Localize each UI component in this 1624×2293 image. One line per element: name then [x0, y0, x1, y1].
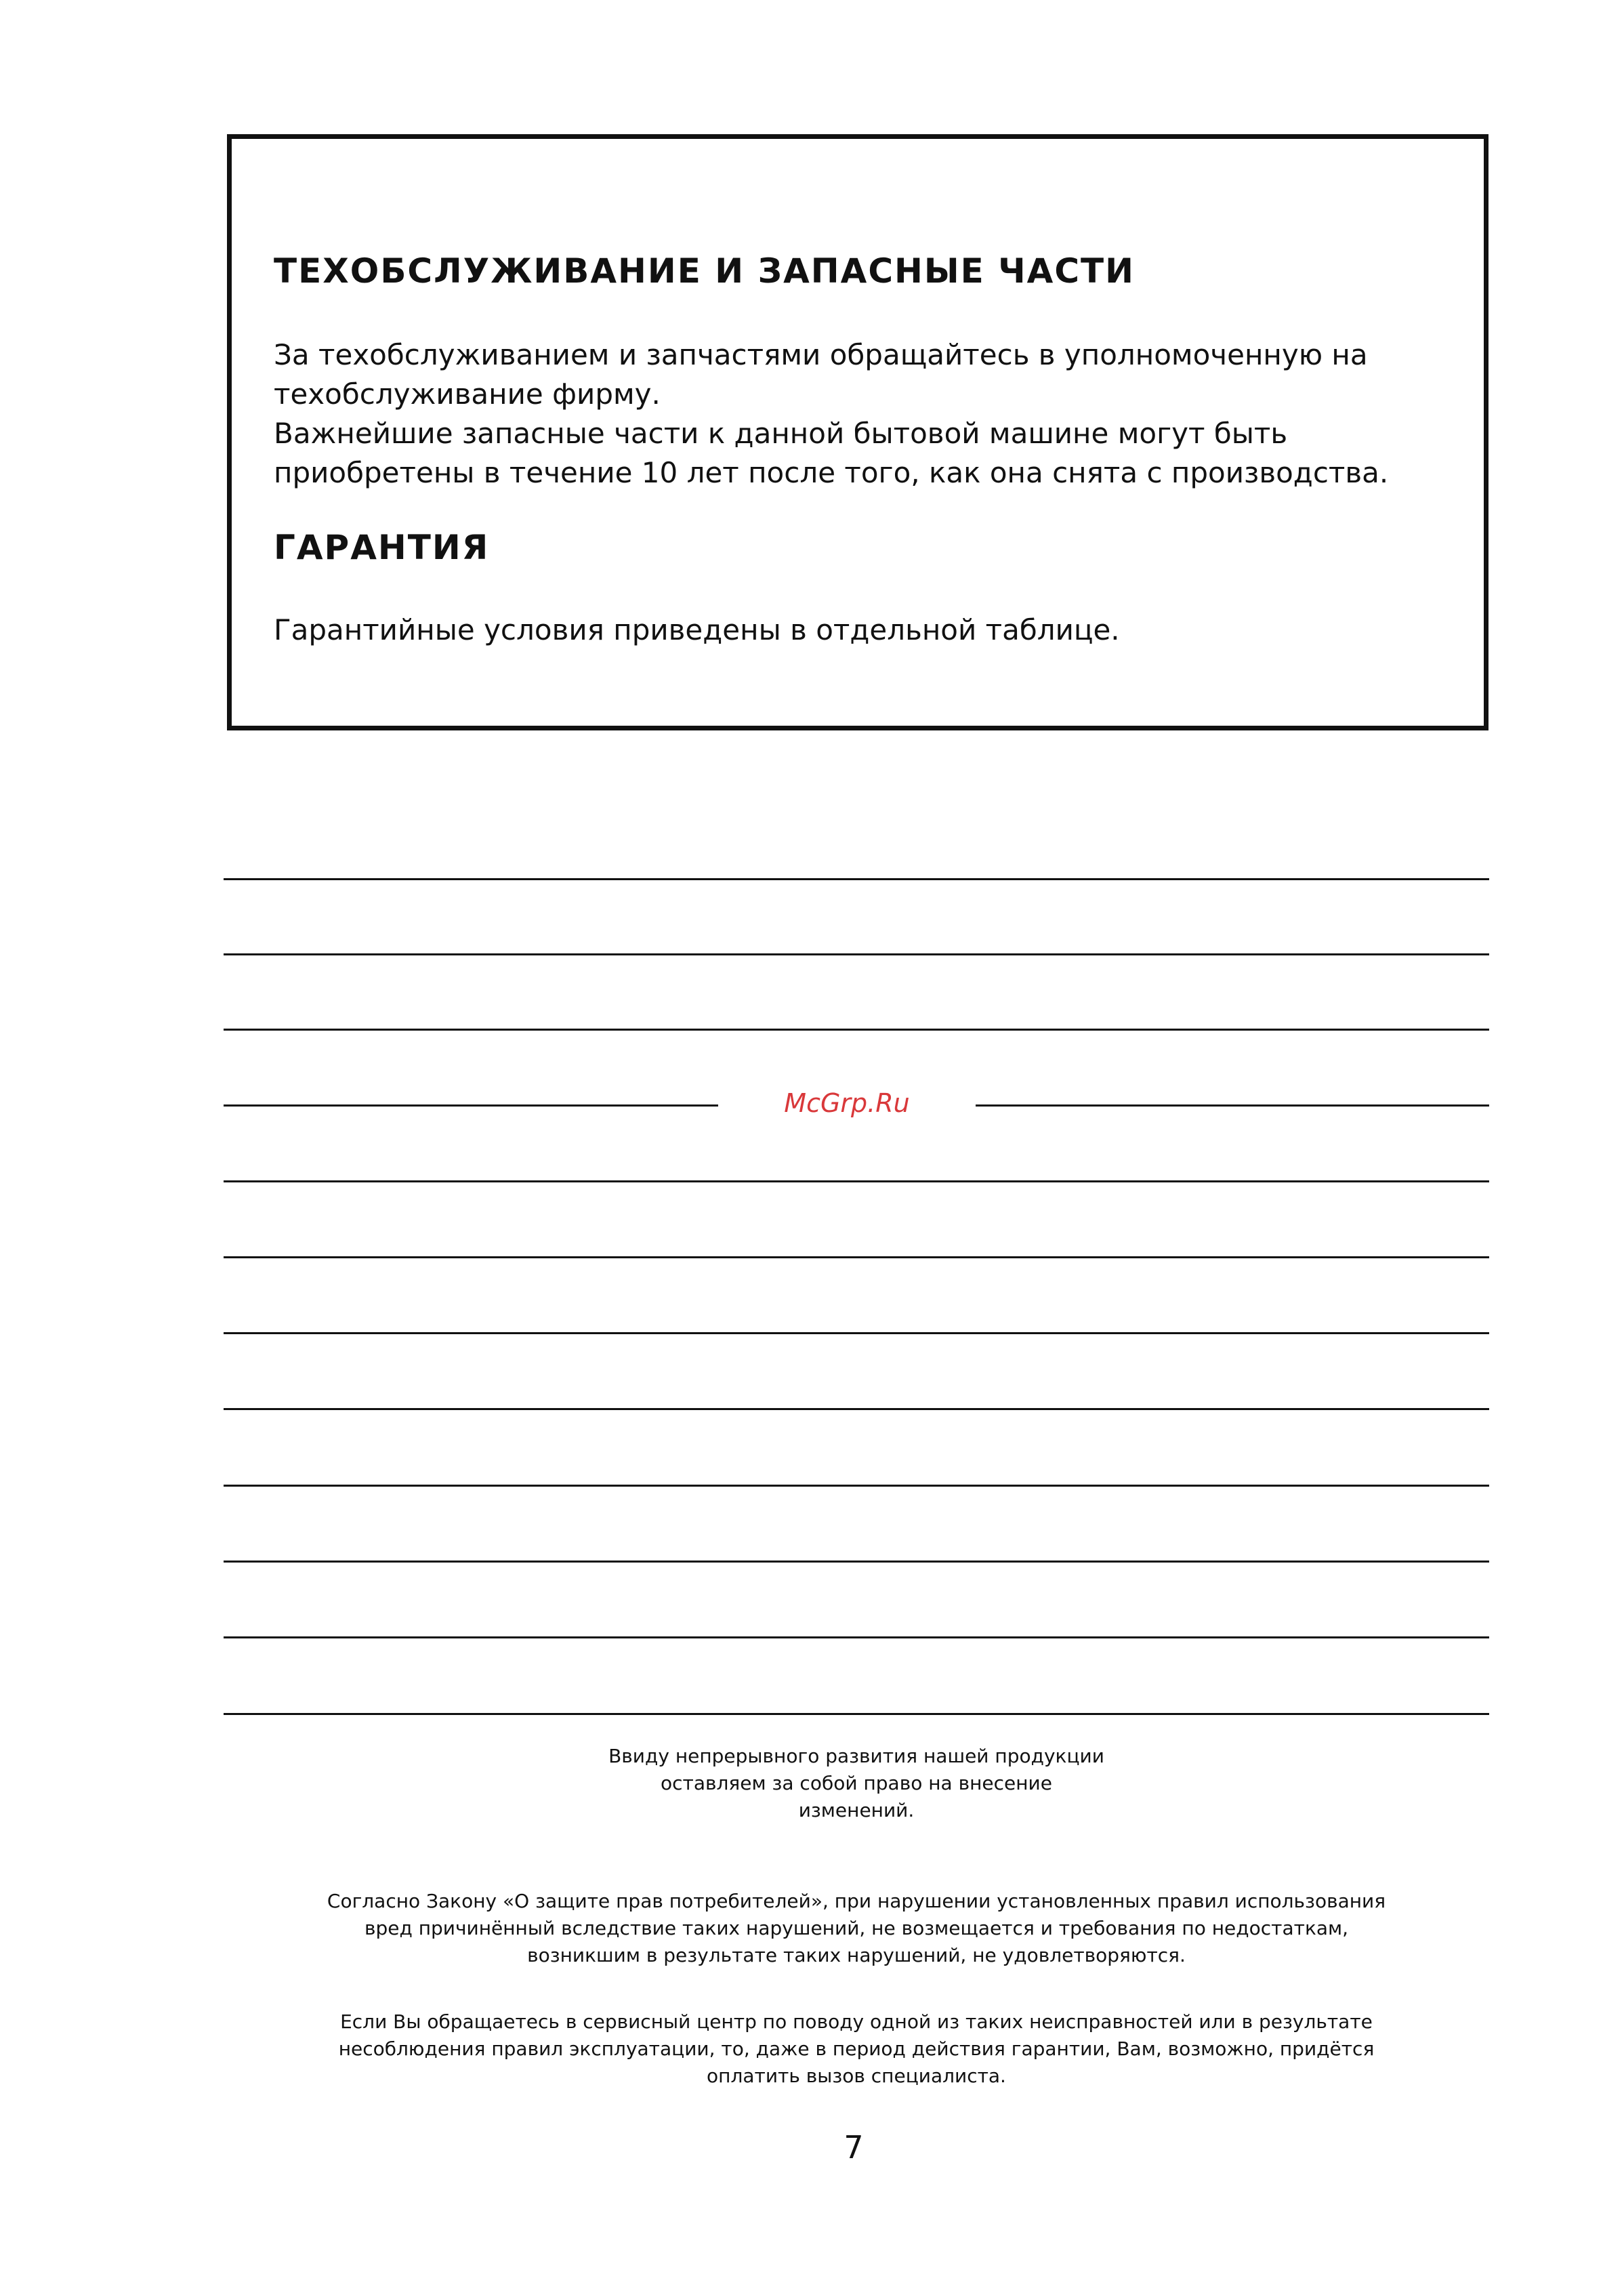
notes-line [224, 1408, 1489, 1410]
notes-line [224, 878, 1489, 880]
development-notice [224, 1743, 1489, 1824]
notes-line [224, 1180, 1489, 1182]
service-warranty-box [227, 134, 1488, 730]
notes-line [224, 953, 1489, 955]
notes-line [224, 1713, 1489, 1715]
service-text-line: приобретены в течение 10 лет после того, как она снята с производства. [274, 456, 1389, 489]
consumer-law-notice-line: Согласно Закону «О защите прав потребителей», при нарушении установленных правил использования [327, 1890, 1386, 1912]
development-notice-line: оставляем за собой право на внесение [661, 1772, 1052, 1794]
service-text-line: За техобслуживанием и запчастями обращайтесь в уполномоченную на [274, 338, 1368, 371]
development-notice-line: Ввиду непрерывного развития нашей продукции [608, 1745, 1104, 1767]
service-heading: ТЕХОБСЛУЖИВАНИЕ И ЗАПАСНЫЕ ЧАСТИ [274, 251, 1135, 291]
service-center-notice [224, 2008, 1489, 2090]
warranty-text: Гарантийные условия приведены в отдельной таблице. [274, 613, 1120, 646]
consumer-law-notice-line: вред причинённый вследствие таких нарушений, не возмещается и требования по недостаткам, [364, 1917, 1349, 1939]
service-center-notice-line: оплатить вызов специалиста. [707, 2065, 1006, 2087]
service-text-line: техобслуживание фирму. [274, 377, 661, 411]
notes-line [224, 1561, 1489, 1563]
notes-line [224, 1485, 1489, 1487]
notes-line [224, 1636, 1489, 1638]
notes-line [224, 1029, 1489, 1031]
page-number: 7 [844, 2129, 864, 2166]
consumer-law-notice [224, 1888, 1489, 1969]
development-notice-line: изменений. [798, 1799, 915, 1821]
warranty-heading: ГАРАНТИЯ [274, 528, 490, 567]
service-text [274, 335, 1388, 493]
consumer-law-notice-line: возникшим в результате таких нарушений, не удовлетворяются. [527, 1944, 1186, 1966]
service-center-notice-line: несоблюдения правил эксплуатации, то, даже в период действия гарантии, Вам, возможно, придётся [338, 2038, 1375, 2060]
notes-line [224, 1256, 1489, 1258]
notes-line [224, 1332, 1489, 1334]
service-text-line: Важнейшие запасные части к данной бытовой машине могут быть [274, 417, 1288, 450]
service-center-notice-line: Если Вы обращаетесь в сервисный центр по поводу одной из таких неисправностей или в результате [340, 2010, 1373, 2033]
watermark: McGrp.Ru [718, 1088, 976, 1118]
